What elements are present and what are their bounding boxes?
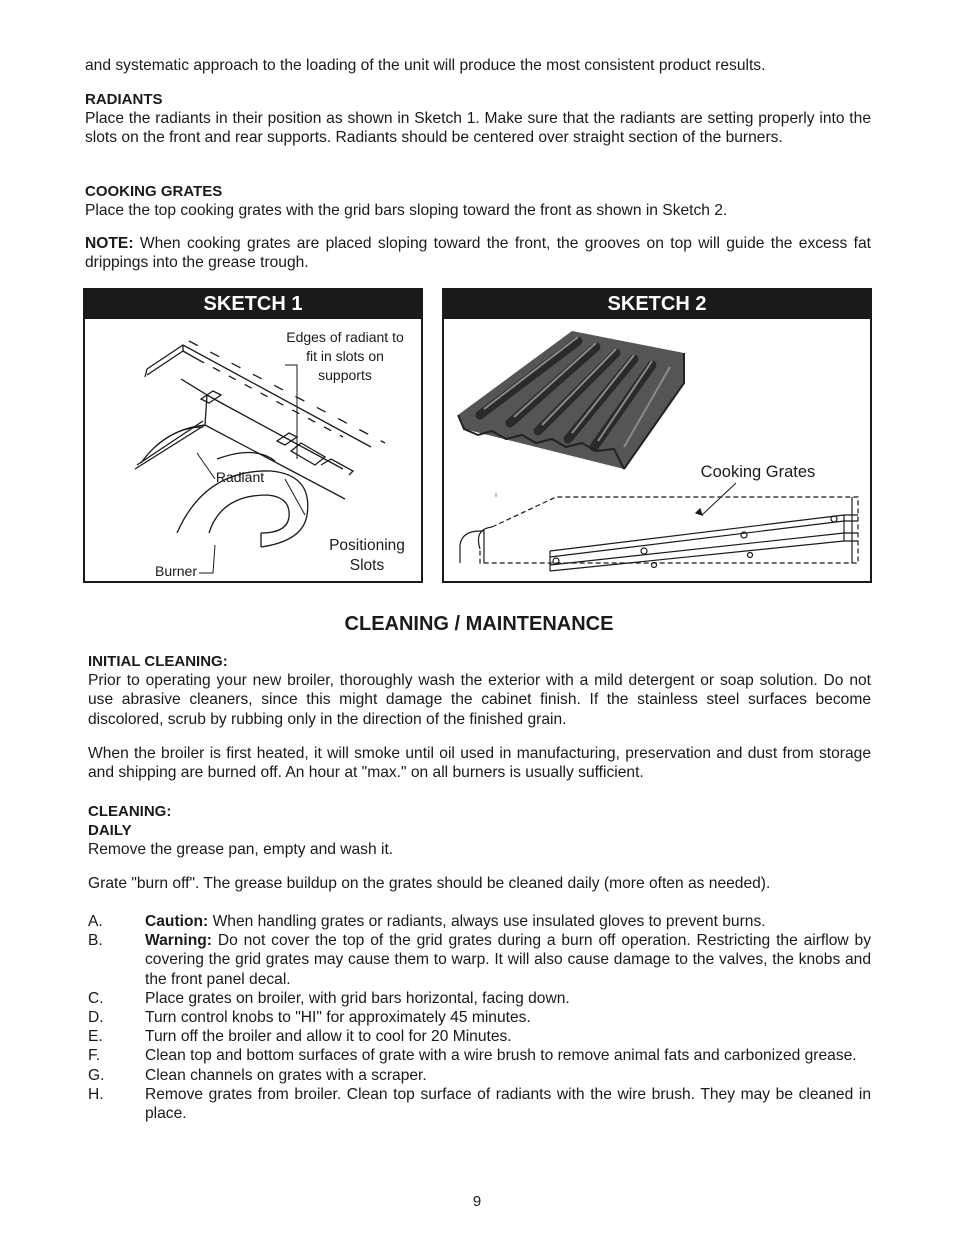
step-letter: E.	[88, 1028, 103, 1046]
cooking-grates-text: Place the top cooking grates with the grid bars sloping toward the front as shown in Sketch 2.	[85, 202, 728, 220]
cleaning-maintenance-title: CLEANING / MAINTENANCE	[344, 613, 614, 635]
step-letter: B.	[88, 932, 103, 950]
step-bold-label: Caution:	[145, 913, 209, 930]
note-label: NOTE:	[85, 235, 134, 252]
list-item	[88, 912, 871, 931]
burn-off-paragraph	[88, 874, 871, 893]
step-text: Remove grates from broiler. Clean top surface of radiants with the wire brush. They may be cleaned in place.	[145, 1085, 871, 1123]
daily-heading: DAILY	[88, 822, 132, 840]
cleaning-heading: CLEANING:	[88, 803, 172, 820]
list-item	[88, 1046, 871, 1065]
cleaning-steps-list	[88, 912, 871, 1123]
step-text: Do not cover the top of the grid grates during a burn off operation. Restricting the airflow by covering the grid grates may cause them to warp. It will also cause damage to the valves, the knobs and the front panel decal.	[145, 932, 871, 988]
step-letter: C.	[88, 989, 104, 1007]
list-item	[88, 1066, 871, 1085]
step-letter: A.	[88, 913, 103, 930]
step-bold-label: Warning:	[145, 932, 212, 950]
step-text: Place grates on broiler, with grid bars horizontal, facing down.	[145, 989, 570, 1007]
page-number: 9	[472, 1193, 482, 1210]
initial-cleaning-text: Prior to operating your new broiler, thoroughly wash the exterior with a mild detergent or soap solution. Do not use abrasive cleaners, since this might damage the cabinet finish. If the stainless steel surfaces become discolored, scrub by rubbing only in the direction of the finished grain.	[88, 672, 871, 728]
edges-of-radiant-label: Edges of radiant to fit in slots on supports	[286, 329, 404, 383]
intro-paragraph	[85, 56, 871, 75]
list-item	[88, 1027, 871, 1046]
list-item	[88, 1085, 871, 1123]
step-letter: F.	[88, 1047, 101, 1065]
sketch-2-drawing	[444, 319, 870, 581]
list-item	[88, 1008, 871, 1027]
cooking-grate-illustration	[444, 319, 870, 581]
initial-cleaning-heading: INITIAL CLEANING:	[88, 653, 228, 670]
radiant-label: Radiant	[215, 469, 265, 485]
cooking-grates-label: Cooking Grates	[700, 463, 816, 481]
note-section	[85, 234, 871, 272]
cooking-grates-heading: COOKING GRATES	[85, 183, 223, 200]
step-text: Clean channels on grates with a scraper.	[145, 1066, 427, 1084]
first-heated-text: When the broiler is first heated, it will smoke until oil used in manufacturing, preservation and dust from storage and shipping are burned off. An hour at "max." on all burners is usually sufficient.	[88, 745, 871, 782]
intro-text: and systematic approach to the loading of the unit will produce the most consistent product results.	[85, 57, 766, 74]
step-text: Clean top and bottom surfaces of grate with a wire brush to remove animal fats and carbonized grease.	[145, 1047, 857, 1065]
initial-cleaning-section	[88, 652, 871, 729]
step-text: Turn off the broiler and allow it to cool for 20 Minutes.	[145, 1028, 512, 1046]
sketch-1-title: SKETCH 1	[85, 290, 421, 319]
cleaning-section	[88, 802, 871, 860]
step-letter: G.	[88, 1066, 105, 1084]
list-item	[88, 989, 871, 1008]
list-item	[88, 931, 871, 989]
sketch-2-title: SKETCH 2	[444, 290, 870, 319]
first-heated-paragraph	[88, 744, 871, 782]
radiants-heading: RADIANTS	[85, 91, 163, 108]
radiants-section	[85, 90, 871, 148]
cooking-grates-section	[85, 182, 871, 220]
sketch-1-figure	[83, 288, 423, 583]
radiants-text: Place the radiants in their position as shown in Sketch 1. Make sure that the radiants are setting properly into the slots on the front and rear supports. Radiants should be centered over straight section of the burners.	[85, 110, 871, 147]
step-letter: H.	[88, 1085, 104, 1103]
note-text: When cooking grates are placed sloping toward the front, the grooves on top will guide the excess fat drippings into the grease trough.	[85, 235, 871, 272]
step-text: Turn control knobs to "HI" for approximately 45 minutes.	[145, 1009, 531, 1027]
positioning-slots-label: Positioning Slots	[329, 537, 405, 574]
note-paragraph	[85, 234, 871, 272]
sketch-2-figure	[442, 288, 872, 583]
daily-text: Remove the grease pan, empty and wash it.	[88, 841, 394, 859]
step-letter: D.	[88, 1009, 104, 1027]
burner-label: Burner	[154, 563, 198, 579]
step-text: When handling grates or radiants, always use insulated gloves to prevent burns.	[208, 913, 766, 930]
sketch-1-drawing	[85, 319, 421, 581]
burn-off-text: Grate "burn off". The grease buildup on the grates should be cleaned daily (more often as needed).	[88, 875, 771, 892]
